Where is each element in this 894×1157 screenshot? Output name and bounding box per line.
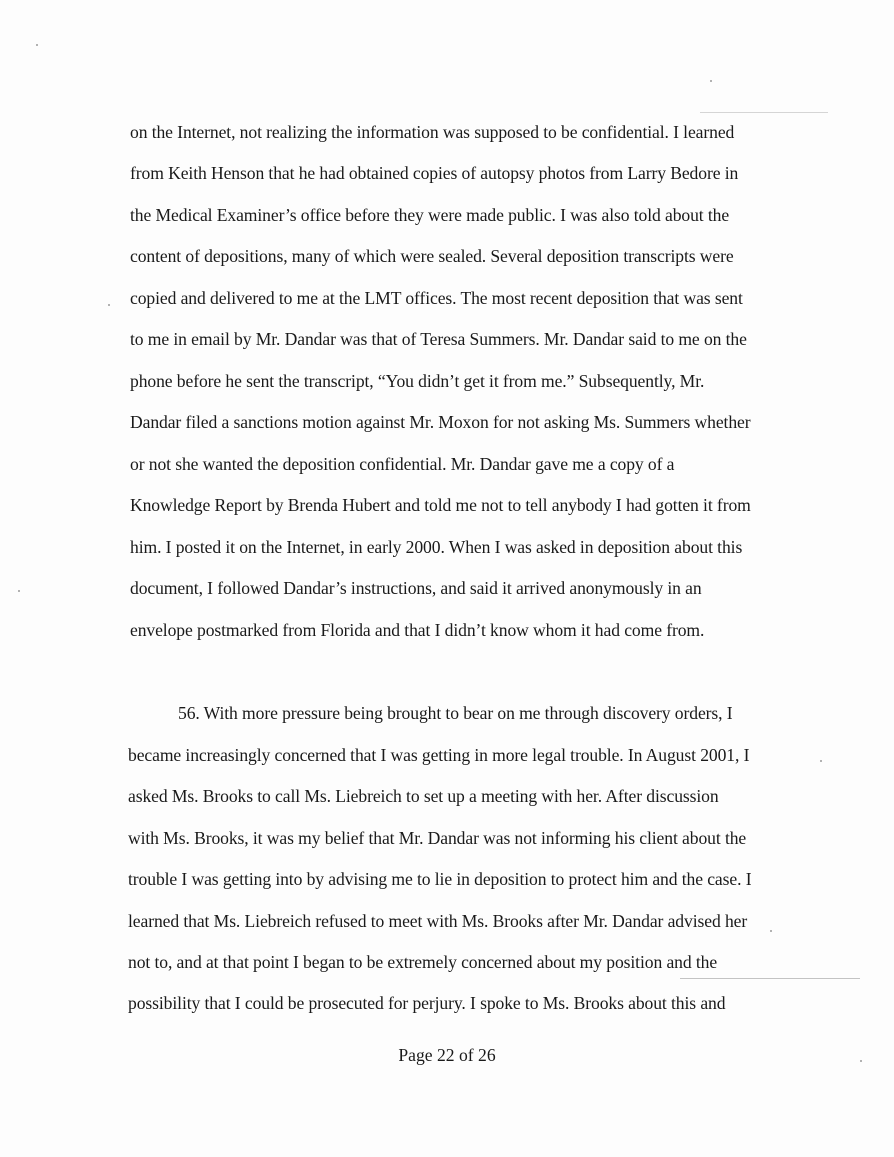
- scan-speck: [770, 930, 772, 932]
- text-line: to me in email by Mr. Dandar was that of Teresa Summers. Mr. Dandar said to me on the: [130, 329, 747, 349]
- page-number-footer: Page 22 of 26: [398, 1045, 496, 1065]
- scan-artifact: [680, 978, 860, 979]
- text-line: Knowledge Report by Brenda Hubert and told me not to tell anybody I had gotten it from: [130, 495, 751, 515]
- scan-speck: [36, 44, 38, 46]
- text-line: with Ms. Brooks, it was my belief that Mr. Dandar was not informing his client about the: [128, 828, 747, 848]
- text-line: possibility that I could be prosecuted for perjury. I spoke to Ms. Brooks about this and: [128, 993, 726, 1013]
- text-line: on the Internet, not realizing the information was supposed to be confidential. I learned: [130, 122, 735, 142]
- text-line: trouble I was getting into by advising me to lie in deposition to protect him and the case. I: [128, 869, 752, 889]
- scan-speck: [710, 80, 712, 82]
- scan-speck: [108, 304, 110, 306]
- text-line: learned that Ms. Liebreich refused to meet with Ms. Brooks after Mr. Dandar advised her: [128, 911, 748, 931]
- scan-speck: [820, 760, 822, 762]
- text-line: content of depositions, many of which were sealed. Several deposition transcripts were: [130, 246, 734, 266]
- text-line: copied and delivered to me at the LMT offices. The most recent deposition that was sent: [130, 288, 743, 308]
- text-line: Dandar filed a sanctions motion against Mr. Moxon for not asking Ms. Summers whether: [130, 412, 751, 432]
- scan-artifact: [700, 112, 828, 113]
- text-line: envelope postmarked from Florida and that I didn’t know whom it had come from.: [130, 620, 705, 640]
- text-line: 56. With more pressure being brought to bear on me through discovery orders, I: [178, 703, 733, 723]
- text-line: became increasingly concerned that I was getting in more legal trouble. In August 2001, I: [128, 745, 750, 765]
- text-line: asked Ms. Brooks to call Ms. Liebreich to set up a meeting with her. After discussion: [128, 786, 719, 806]
- text-line: the Medical Examiner’s office before they were made public. I was also told about the: [130, 205, 730, 225]
- text-line: phone before he sent the transcript, “You didn’t get it from me.” Subsequently, Mr.: [130, 371, 705, 391]
- scan-speck: [18, 590, 20, 592]
- text-line: him. I posted it on the Internet, in early 2000. When I was asked in deposition about this: [130, 537, 743, 557]
- text-line: or not she wanted the deposition confidential. Mr. Dandar gave me a copy of a: [130, 454, 675, 474]
- scan-speck: [860, 1060, 862, 1062]
- text-line: from Keith Henson that he had obtained copies of autopsy photos from Larry Bedore in: [130, 163, 739, 183]
- text-line: not to, and at that point I began to be extremely concerned about my position and the: [128, 952, 718, 972]
- text-line: document, I followed Dandar’s instructions, and said it arrived anonymously in an: [130, 578, 702, 598]
